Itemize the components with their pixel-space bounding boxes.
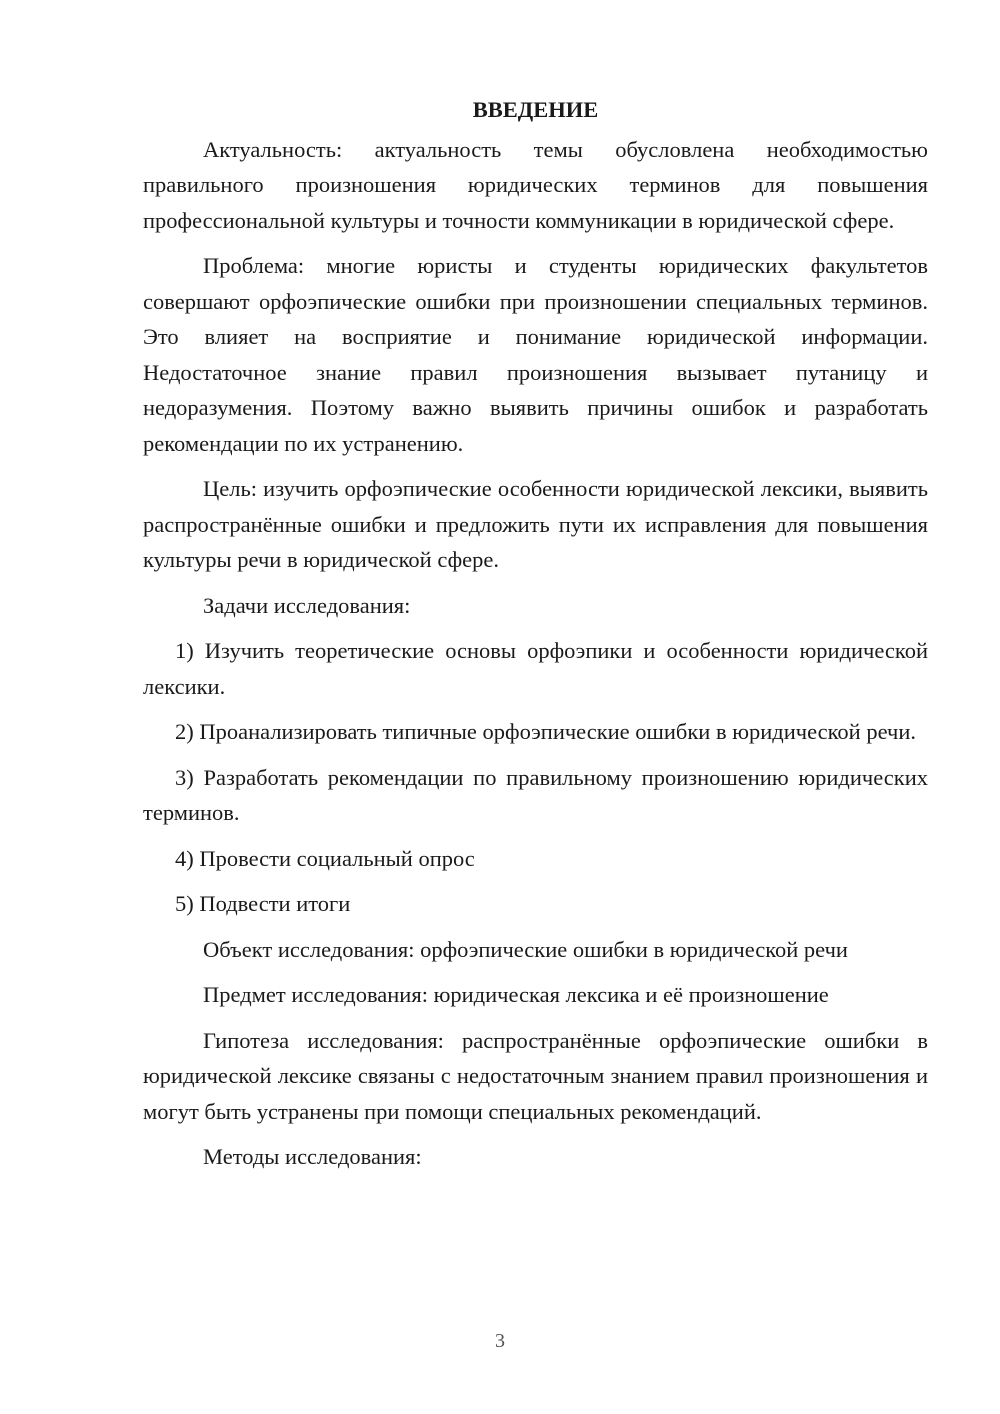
section-heading: ВВЕДЕНИЕ (472, 97, 599, 122)
paragraph-relevance: Актуальность: актуальность темы обусловлена необходимостью правильного произношения юридических терминов для повышения профессиональной культуры и точности коммуникации в юридической сфере. (143, 136, 928, 233)
paragraph-goal: Цель: изучить орфоэпические особенности юридической лексики, выявить распространённые ошибки и предложить пути их исправления для повышения культуры речи в юридической сфере. (143, 476, 928, 572)
task-item-2: 2) Проанализировать типичные орфоэпические ошибки в юридической речи. (175, 719, 917, 744)
paragraph-methods: Методы исследования: (203, 1144, 422, 1169)
paragraph-problem: Проблема: многие юристы и студенты юридических факультетов совершают орфоэпические ошибки при произношении специальных терминов. Это влияет на восприятие и понимание юридической информации. Недостаточное знание правил произношения вызывает путаницу и недоразумения. Поэтому важно выявить причины ошибок и разработать рекомендации по их устранению. (143, 253, 928, 456)
task-item-3: 3) Разработать рекомендации по правильному произношению юридических терминов. (143, 764, 928, 825)
page-content (143, 92, 928, 1185)
task-item-1: 1) Изучить теоретические основы орфоэпики и особенности юридической лексики. (143, 638, 928, 699)
paragraph-subject: Предмет исследования: юридическая лексика и её произношение (203, 982, 829, 1007)
task-item-5: 5) Подвести итоги (175, 891, 351, 916)
task-item-4: 4) Провести социальный опрос (175, 845, 475, 871)
paragraph-hypothesis: Гипотеза исследования: распространённые орфоэпические ошибки в юридической лексике связаны с недостаточным знанием правил произношения и могут быть устранены при помощи специальных рекомендаций. (143, 1027, 928, 1124)
page-number: 3 (495, 1330, 505, 1352)
paragraph-object: Объект исследования: орфоэпические ошибки в юридической речи (203, 936, 848, 962)
paragraph-tasks-intro: Задачи исследования: (203, 592, 411, 618)
